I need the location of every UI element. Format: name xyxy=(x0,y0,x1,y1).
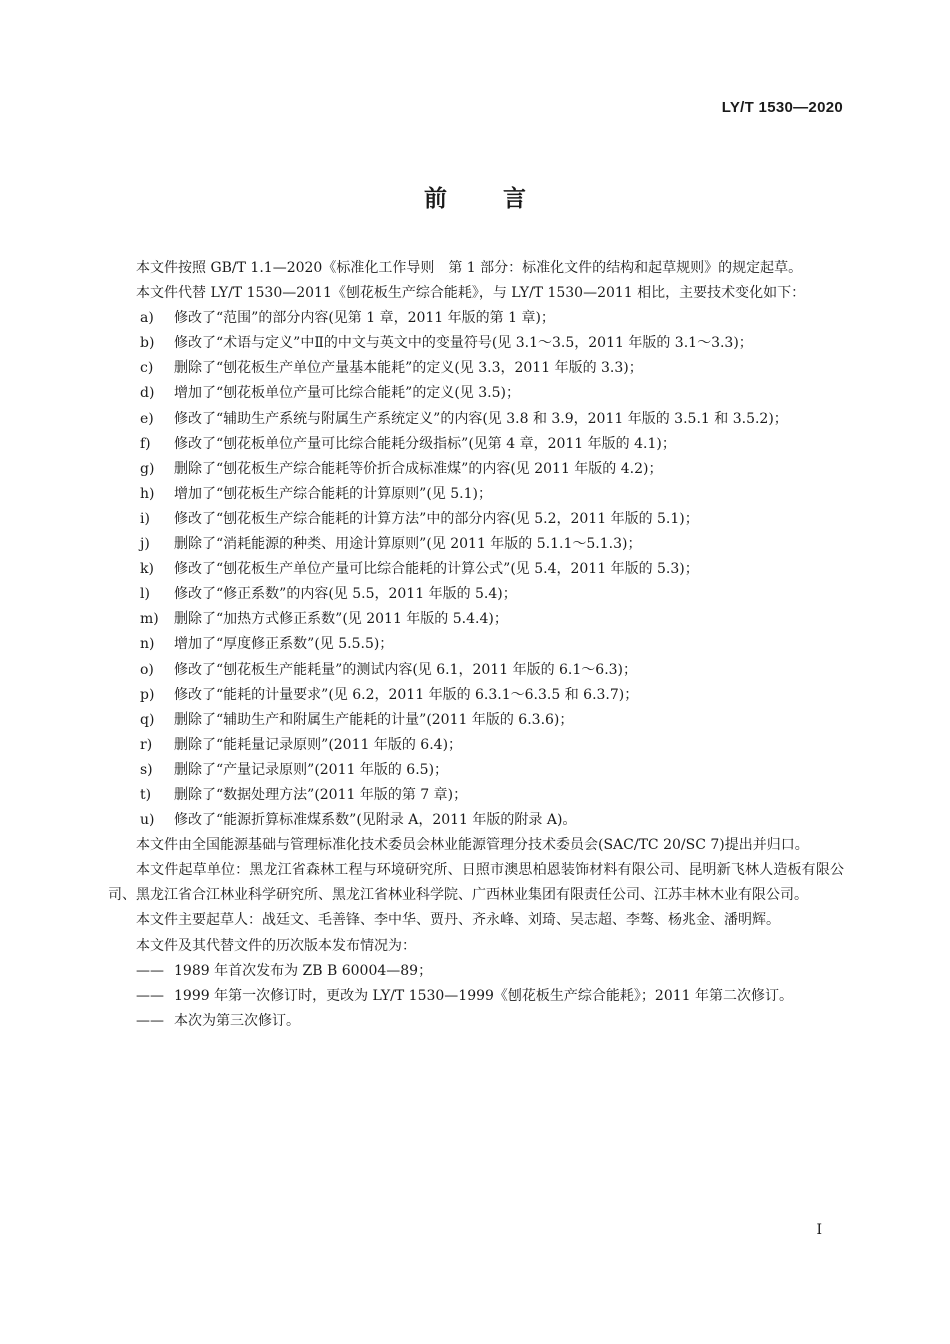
list-item-text: 修改了“刨花板生产综合能耗的计算方法”中的部分内容(见 5.2，2011 年版的 5.1)； xyxy=(174,510,699,527)
history-item xyxy=(108,959,844,984)
list-item-marker: f) xyxy=(140,435,151,452)
drafters-paragraph: 本文件主要起草人：战廷文、毛善锋、李中华、贾丹、齐永峰、刘琦、吴志超、李骜、杨兆金、潘明辉。 xyxy=(136,912,780,929)
list-item-text: 删除了“数据处理方法”(2011 年版的第 7 章)； xyxy=(174,786,468,803)
list-item-marker: c) xyxy=(140,360,154,377)
list-item-marker: t) xyxy=(140,786,152,803)
list-item-marker: q) xyxy=(140,711,155,728)
list-item-text: 删除了“刨花板生产单位产量基本能耗”的定义(见 3.3，2011 年版的 3.3)； xyxy=(174,360,643,377)
list-item-text: 增加了“刨花板单位产量可比综合能耗”的定义(见 3.5)； xyxy=(174,385,520,402)
list-item xyxy=(108,557,844,582)
history-intro-paragraph: 本文件及其代替文件的历次版本发布情况为： xyxy=(136,937,416,954)
list-item-text: 删除了“产量记录原则”(2011 年版的 6.5)； xyxy=(174,761,449,778)
dash-marker: —— xyxy=(136,1012,164,1029)
history-item xyxy=(108,984,844,1009)
list-item xyxy=(108,532,844,557)
list-item-text: 删除了“加热方式修正系数”(见 2011 年版的 5.4.4)； xyxy=(174,611,508,628)
history-item-text: 1989 年首次发布为 ZB B 60004—89； xyxy=(174,962,433,979)
drafting-units-paragraph: 本文件起草单位：黑龙江省森林工程与环境研究所、日照市澳思柏恩装饰材料有限公司、昆明新飞林人造板有限公司、黑龙江省合江林业科学研究所、黑龙江省林业科学院、广西林业集团有限责任公司、江苏丰林木业有限公司。 xyxy=(108,862,844,904)
history-item xyxy=(108,1009,844,1034)
list-item xyxy=(108,683,844,708)
list-item-marker: g) xyxy=(140,460,155,477)
list-item xyxy=(108,733,844,758)
foreword-body xyxy=(108,256,844,1034)
list-item-text: 修改了“刨花板生产单位产量可比综合能耗的计算公式”(见 5.4，2011 年版的 5.3)； xyxy=(174,561,699,578)
list-item xyxy=(108,331,844,356)
history-item-text: 1999 年第一次修订时，更改为 LY/T 1530—1999《刨花板生产综合能耗》；2011 年第二次修订。 xyxy=(174,987,794,1004)
list-item-text: 删除了“消耗能源的种类、用途计算原则”(见 2011 年版的 5.1.1～5.1.3)； xyxy=(174,536,642,553)
list-item-text: 修改了“能耗的计量要求”(见 6.2，2011 年版的 6.3.1～6.3.5 和 6.3.7)； xyxy=(174,686,639,703)
list-item xyxy=(108,607,844,632)
list-item-text: 修改了“修正系数”的内容(见 5.5，2011 年版的 5.4)； xyxy=(174,586,517,603)
list-item xyxy=(108,381,844,406)
list-item-marker: m) xyxy=(140,611,159,628)
list-item xyxy=(108,783,844,808)
list-item-text: 修改了“能源折算标准煤系数”(见附录 A，2011 年版的附录 A)。 xyxy=(174,812,577,829)
list-item-text: 修改了“刨花板生产能耗量”的测试内容(见 6.1，2011 年版的 6.1～6.3)； xyxy=(174,661,638,678)
list-item-marker: r) xyxy=(140,736,153,753)
list-item xyxy=(108,482,844,507)
list-item-text: 修改了“术语与定义”中Ⅱ的中文与英文中的变量符号(见 3.1～3.5，2011 年版的 3.1～3.3)； xyxy=(174,335,753,352)
list-item-text: 删除了“刨花板生产综合能耗等价折合成标准煤”的内容(见 2011 年版的 4.2)； xyxy=(174,460,663,477)
list-item-marker: l) xyxy=(140,586,150,603)
dash-marker: —— xyxy=(136,962,164,979)
list-item-text: 修改了“辅助生产系统与附属生产系统定义”的内容(见 3.8 和 3.9，2011 年版的 3.5.1 和 3.5.2)； xyxy=(174,410,788,427)
committee-paragraph: 本文件由全国能源基础与管理标准化技术委员会林业能源管理分技术委员会(SAC/TC 20/SC 7)提出并归口。 xyxy=(136,837,809,854)
list-item xyxy=(108,306,844,331)
list-item-marker: k) xyxy=(140,561,154,578)
list-item-marker: d) xyxy=(140,385,155,402)
page-number: I xyxy=(816,1222,822,1238)
intro-paragraph: 本文件代替 LY/T 1530—2011《刨花板生产综合能耗》，与 LY/T 1530—2011 相比，主要技术变化如下： xyxy=(136,285,806,302)
list-item-text: 增加了“刨花板生产综合能耗的计算原则”(见 5.1)； xyxy=(174,485,492,502)
list-item xyxy=(108,457,844,482)
history-list xyxy=(108,959,844,1034)
intro-paragraph: 本文件按照 GB/T 1.1—2020《标准化工作导则 第 1 部分：标准化文件的结构和起草规则》的规定起草。 xyxy=(136,260,803,276)
list-item-marker: i) xyxy=(140,510,150,527)
list-item xyxy=(108,808,844,833)
list-item-marker: e) xyxy=(140,410,154,427)
list-item-marker: a) xyxy=(140,310,154,327)
history-item-text: 本次为第三次修订。 xyxy=(174,1012,300,1029)
list-item-text: 增加了“厚度修正系数”(见 5.5.5)； xyxy=(174,636,394,653)
list-item-marker: s) xyxy=(140,761,153,778)
list-item-text: 删除了“能耗量记录原则”(2011 年版的 6.4)； xyxy=(174,736,463,753)
list-item-marker: h) xyxy=(140,485,155,502)
changes-list xyxy=(108,306,844,833)
list-item xyxy=(108,632,844,657)
list-item-text: 修改了“范围”的部分内容(见第 1 章，2011 年版的第 1 章)； xyxy=(174,310,555,327)
list-item xyxy=(108,582,844,607)
list-item-marker: o) xyxy=(140,661,154,678)
list-item-marker: u) xyxy=(140,812,155,829)
list-item-text: 删除了“辅助生产和附属生产能耗的计量”(2011 年版的 6.3.6)； xyxy=(174,711,574,728)
dash-marker: —— xyxy=(136,987,164,1004)
list-item-marker: b) xyxy=(140,335,155,352)
list-item xyxy=(108,432,844,457)
standard-code: LY/T 1530—2020 xyxy=(721,99,843,116)
list-item-text: 修改了“刨花板单位产量可比综合能耗分级指标”(见第 4 章，2011 年版的 4.1)； xyxy=(174,435,676,452)
list-item-marker: n) xyxy=(140,636,155,653)
list-item-marker: j) xyxy=(140,536,150,553)
list-item xyxy=(108,507,844,532)
page-title: 前言 xyxy=(424,186,582,212)
list-item xyxy=(108,658,844,683)
list-item xyxy=(108,708,844,733)
list-item xyxy=(108,407,844,432)
list-item xyxy=(108,758,844,783)
list-item-marker: p) xyxy=(140,686,155,703)
list-item xyxy=(108,356,844,381)
